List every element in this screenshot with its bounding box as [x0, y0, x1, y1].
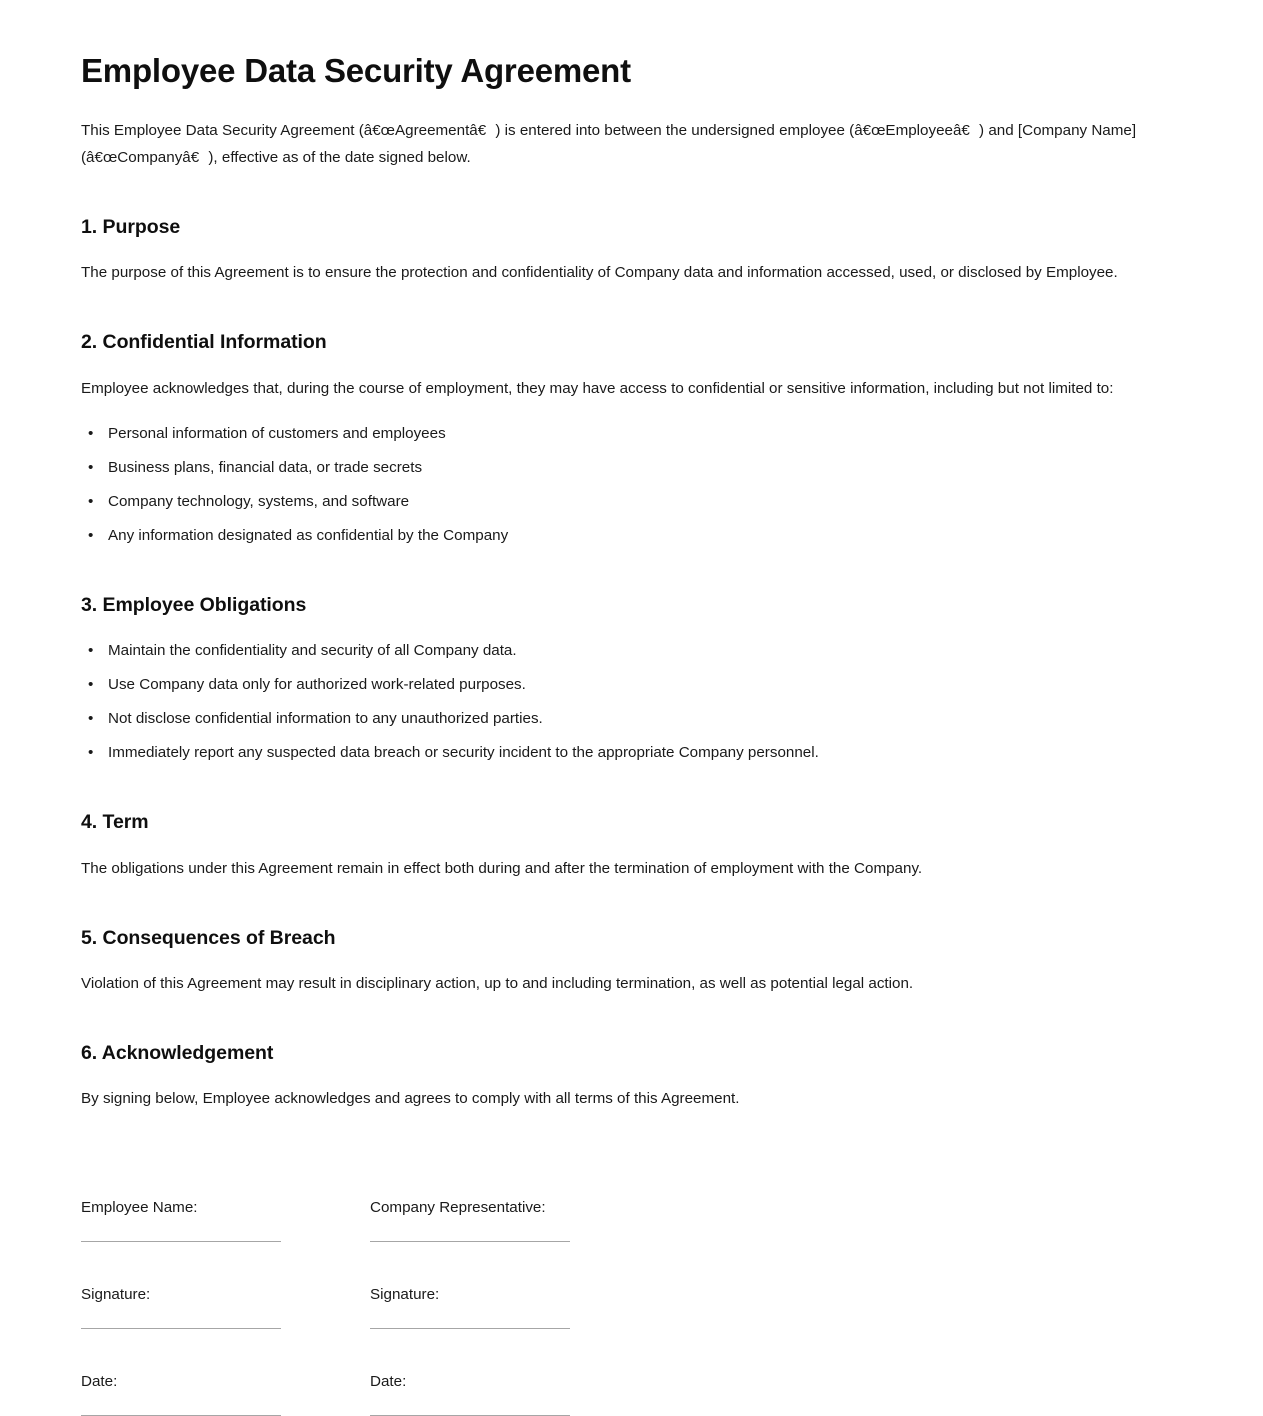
- employee-signature-line[interactable]: [81, 1328, 281, 1329]
- section-paragraph-consequences-of-breach: Violation of this Agreement may result in disciplinary action, up to and including termination, as well as potential legal action.: [81, 975, 914, 993]
- list-item: • Company technology, systems, and software: [88, 489, 1182, 515]
- company-representative-line[interactable]: [370, 1241, 570, 1242]
- signature-cell-company-date: [370, 1371, 659, 1416]
- company-signature-line[interactable]: [370, 1328, 570, 1329]
- section-paragraph-purpose: The purpose of this Agreement is to ensure the protection and confidentiality of Company data and information accessed, used, or disclosed by Employee.: [81, 264, 1118, 282]
- signature-row-name: [81, 1197, 1182, 1284]
- employee-name-line[interactable]: [81, 1241, 281, 1242]
- signature-row-date: [81, 1371, 1182, 1416]
- signature-cell-employee-name: [81, 1197, 370, 1284]
- signature-row-signature: [81, 1284, 1182, 1371]
- signature-cell-employee-date: [81, 1371, 370, 1416]
- section-heading-term: 4. Term: [81, 811, 149, 834]
- confidential-information-list: [81, 421, 1182, 550]
- section-heading-employee-obligations: 3. Employee Obligations: [81, 594, 307, 617]
- employee-name-label: Employee Name:: [81, 1199, 198, 1217]
- list-item: • Maintain the confidentiality and security of all Company data.: [88, 638, 1182, 664]
- list-item: • Not disclose confidential information to any unauthorized parties.: [88, 706, 1182, 732]
- intro-paragraph: This Employee Data Security Agreement (â€œAgreementâ€) is entered into between the undersigned employee (â€œEmployeeâ€) and [Company Name] (â€œCompanyâ€), effective as of the date signed below.: [81, 121, 1137, 166]
- company-representative-label: Company Representative:: [370, 1199, 546, 1217]
- section-heading-purpose: 1. Purpose: [81, 216, 181, 239]
- employee-obligations-list: [81, 638, 1182, 767]
- section-paragraph-acknowledgement: By signing below, Employee acknowledges and agrees to comply with all terms of this Agreement.: [81, 1090, 740, 1108]
- signature-cell-company-representative: [370, 1197, 659, 1284]
- company-signature-label: Signature:: [370, 1286, 440, 1304]
- list-item: • Any information designated as confidential by the Company: [88, 523, 1182, 549]
- page-title: Employee Data Security Agreement: [81, 52, 631, 89]
- list-item: • Personal information of customers and employees: [88, 421, 1182, 447]
- company-date-label: Date:: [370, 1373, 407, 1391]
- signature-cell-company-signature: [370, 1284, 659, 1371]
- list-item: • Use Company data only for authorized work-related purposes.: [88, 672, 1182, 698]
- section-heading-consequences-of-breach: 5. Consequences of Breach: [81, 926, 336, 949]
- section-heading-acknowledgement: 6. Acknowledgement: [81, 1042, 274, 1065]
- section-heading-confidential-information: 2. Confidential Information: [81, 331, 327, 354]
- signature-block: [81, 1197, 1182, 1415]
- section-paragraph-confidential-information: Employee acknowledges that, during the course of employment, they may have access to confidential or sensitive information, including but not limited to:: [81, 379, 1114, 397]
- employee-date-label: Date:: [81, 1373, 118, 1391]
- list-item: • Business plans, financial data, or trade secrets: [88, 455, 1182, 481]
- section-paragraph-term: The obligations under this Agreement remain in effect both during and after the termination of employment with the Company.: [81, 859, 923, 877]
- employee-signature-label: Signature:: [81, 1286, 151, 1304]
- list-item: • Immediately report any suspected data breach or security incident to the appropriate Company personnel.: [88, 740, 1182, 766]
- signature-cell-employee-signature: [81, 1284, 370, 1371]
